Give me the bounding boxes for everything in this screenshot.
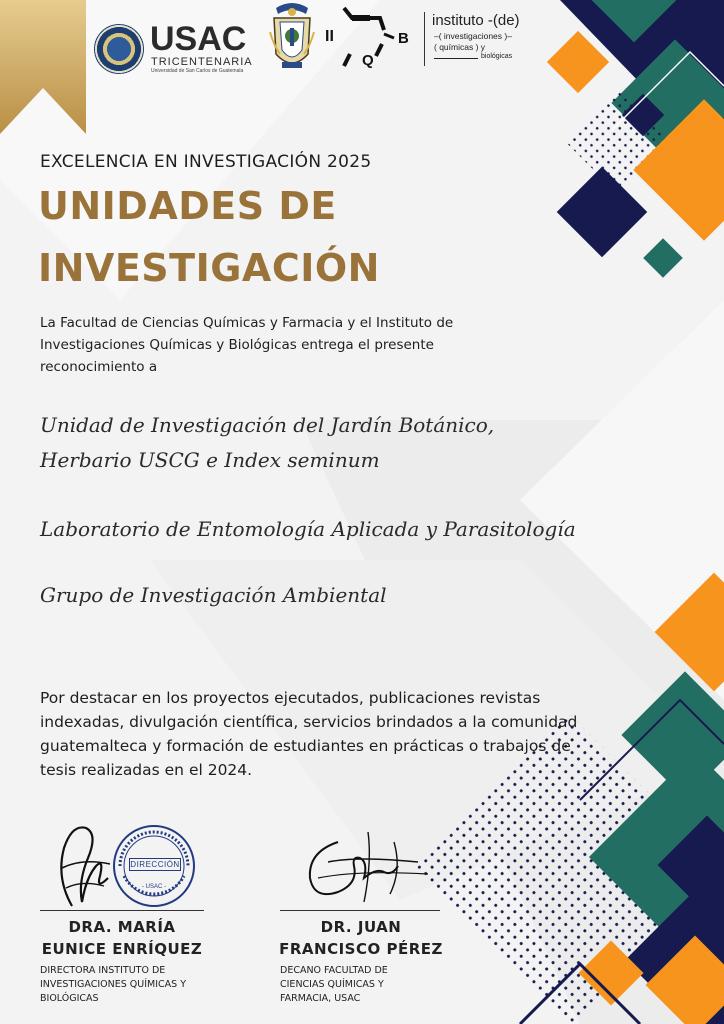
stamp-label: DIRECCIÓN <box>130 860 180 869</box>
iiqb-letter-bottom: Q <box>362 52 374 69</box>
recipient-unit-3: Grupo de Investigación Ambiental <box>40 583 387 607</box>
logo-divider <box>424 12 425 66</box>
certificate-title-line-2: INVESTIGACIÓN <box>38 246 380 290</box>
usac-subtitle: TRICENTENARIA <box>151 56 253 68</box>
faculty-crest-icon <box>268 2 316 74</box>
signature-right-icon <box>298 822 438 912</box>
usac-name: USAC <box>150 20 247 58</box>
instituto-line-1: instituto -(de) <box>432 12 520 29</box>
instituto-line-4: biológicas <box>481 53 513 60</box>
signer-name-left: DRA. MARÍA EUNICE ENRÍQUEZ <box>41 918 203 958</box>
iiqb-logo <box>322 4 418 76</box>
intro-paragraph: La Facultad de Ciencias Químicas y Farmacia y el Instituto de Investigaciones Químicas y Biológicas entrega el presente reconocimiento a <box>40 315 454 375</box>
instituto-logo <box>432 12 532 62</box>
iiqb-letters-left: II <box>325 28 334 45</box>
official-stamp <box>112 824 196 908</box>
signature-line-right <box>280 910 440 911</box>
stamp-footer: - USAC - <box>142 884 166 890</box>
signer-role-left: DIRECTORA INSTITUTO DE INVESTIGACIONES QUÍMICAS Y BIOLÓGICAS <box>40 965 187 1004</box>
signature-line-left <box>40 910 204 911</box>
recognition-reason: Por destacar en los proyectos ejecutados, publicaciones revistas indexadas, divulgación científica, servicios brindados a la comunidad guatemalteca y formación de estudiantes en prácticas o trabajos de tesis realizadas en el 2024. <box>40 689 578 779</box>
iiqb-letter-right: B <box>398 30 409 47</box>
signer-name-right: DR. JUAN FRANCISCO PÉREZ <box>279 918 443 958</box>
instituto-rule <box>434 58 478 59</box>
recipient-unit-1: Unidad de Investigación del Jardín Botánico, Herbario USCG e Index seminum <box>40 413 495 472</box>
usac-seal-icon <box>94 24 144 74</box>
instituto-line-3: ( químicas ) y <box>434 42 486 52</box>
usac-logo <box>94 20 270 74</box>
recipient-unit-2: Laboratorio de Entomología Aplicada y Parasitología <box>40 517 576 541</box>
signer-role-right: DECANO FACULTAD DE CIENCIAS QUÍMICAS Y FARMACIA, USAC <box>280 965 388 1004</box>
instituto-line-2: –( investigaciones )– <box>434 31 512 41</box>
usac-tagline: Universidad de San Carlos de Guatemala <box>151 68 244 74</box>
certificate-subtitle: EXCELENCIA EN INVESTIGACIÓN 2025 <box>40 152 372 172</box>
certificate-title-line-1: UNIDADES DE <box>38 184 337 228</box>
